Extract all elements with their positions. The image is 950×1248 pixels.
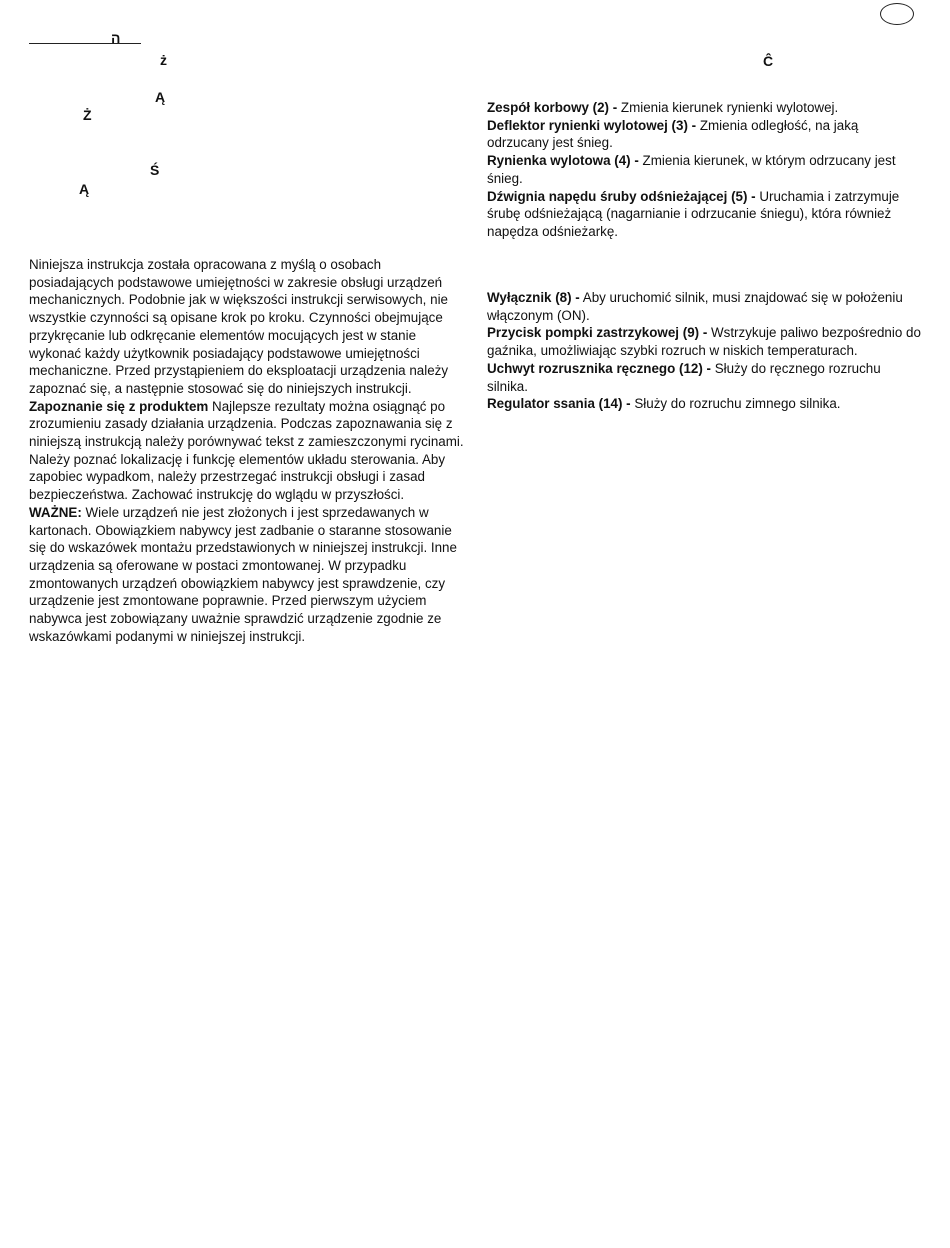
control-item-lead: Uchwyt rozrusznika ręcznego (12) - [487, 360, 711, 376]
control-item-lead: Zespół korbowy (2) - [487, 100, 618, 115]
important-paragraph [29, 504, 465, 646]
control-item-text: Zmienia kierunek rynienki wylotowej. [617, 100, 839, 115]
control-item-recoil [487, 360, 923, 395]
control-item-text: Aby uruchomić silnik, musi znajdować się w położeniu włączonym (ON). [487, 290, 903, 323]
heading-glyph-3: Ż [83, 107, 92, 123]
control-item-crank [487, 99, 923, 117]
header-rule [29, 43, 141, 44]
important-lead: WAŻNE: [29, 504, 82, 520]
controls-group-2 [487, 289, 923, 413]
heading-glyph-right: Ĉ [763, 53, 774, 69]
heading-glyph-2: Ą [155, 89, 166, 105]
familiar-paragraph [29, 398, 465, 504]
control-item-choke [487, 395, 923, 413]
control-item-lead: Wyłącznik (8) - [487, 290, 580, 305]
header-glyph-top: ה [111, 30, 121, 46]
heading-glyph-5: Ą [79, 181, 90, 197]
control-item-lead: Przycisk pompki zastrzykowej (9) - [487, 325, 708, 341]
language-badge [880, 3, 914, 25]
intro-paragraph: Niniejsza instrukcja została opracowana z myślą o osobach posiadających podstawowe umiejętności w zakresie obsługi urządzeń mechanicznych. Podobnie jak w większości instrukcji serwisowych, nie wszystkie czynności są opisane krok po kroku. Czynności obejmujące przykręcanie lub odkręcanie elementów mocujących jest w stanie wykonać każdy użytkownik posiadający podstawowe umiejętności mechaniczne. Przed przystąpieniem do eksploatacji urządzenia należy zapoznać się, a następnie stosować się do niniejszych instrukcji. [29, 257, 449, 396]
left-column [29, 256, 465, 645]
control-item-text: Służy do ręcznego rozruchu silnika. [487, 360, 881, 394]
control-item-switch [487, 289, 923, 324]
heading-glyph-1: ż [160, 52, 167, 68]
control-item-lead: Rynienka wylotowa (4) - [487, 153, 639, 169]
control-item-auger-lever [487, 188, 923, 241]
important-text: Wiele urządzeń nie jest złożonych i jest sprzedawanych w kartonach. Obowiązkiem nabywcy jest zadbanie o staranne stosowanie się do wskazówek montażu przedstawionych w niniejszej instrukcji. Inne urządzenia są oferowane w postaci zmontowanej. W przypadku zmontowanych urządzeń obowiązkiem nabywcy jest sprawdzenie, czy urządzenie jest zmontowane poprawnie. Przed pierwszym użyciem nabywca jest zobowiązany uważnie sprawdzić urządzenie zgodnie ze wskazówkami podanymi w niniejszej instrukcji. [29, 504, 457, 644]
heading-glyph-4: Ś [150, 162, 160, 178]
control-item-lead: Dźwignia napędu śruby odśnieżającej (5) - [487, 188, 756, 204]
control-item-lead: Regulator ssania (14) - [487, 396, 631, 412]
control-item-lead: Deflektor rynienki wylotowej (3) - [487, 117, 697, 133]
familiar-lead: Zapoznanie się z produktem [29, 398, 209, 414]
familiar-text: Najlepsze rezultaty można osiągnąć po zrozumieniu zasady działania urządzenia. Podczas zapoznawania się z niniejszą instrukcją należy porównywać tekst z zamieszczonymi rycinami. Należy poznać lokalizację i funkcję elementów układu sterowania. Aby zapobiec wypadkom, należy przestrzegać instrukcji obsługi i zasad bezpieczeństwa. Zachować instrukcję do wglądu w przyszłości. [29, 398, 464, 503]
control-item-text: Zmienia kierunek, w którym odrzucany jest śnieg. [487, 153, 896, 186]
control-item-text: Zmienia odległość, na jaką odrzucany jest śnieg. [487, 117, 859, 151]
control-item-text: Wstrzykuje paliwo bezpośrednio do gaźnika, umożliwiając szybki rozruch w niskich temperaturach. [487, 325, 921, 359]
control-item-primer [487, 324, 923, 359]
controls-group-1 [487, 99, 923, 241]
control-item-text: Służy do rozruchu zimnego silnika. [630, 396, 841, 412]
control-item-chute [487, 152, 923, 187]
control-item-text: Uruchamia i zatrzymuje śrubę odśnieżającą (nagarnianie i odrzucanie śniegu), która również napędza odśnieżarkę. [487, 188, 900, 239]
control-item-deflector [487, 117, 923, 152]
